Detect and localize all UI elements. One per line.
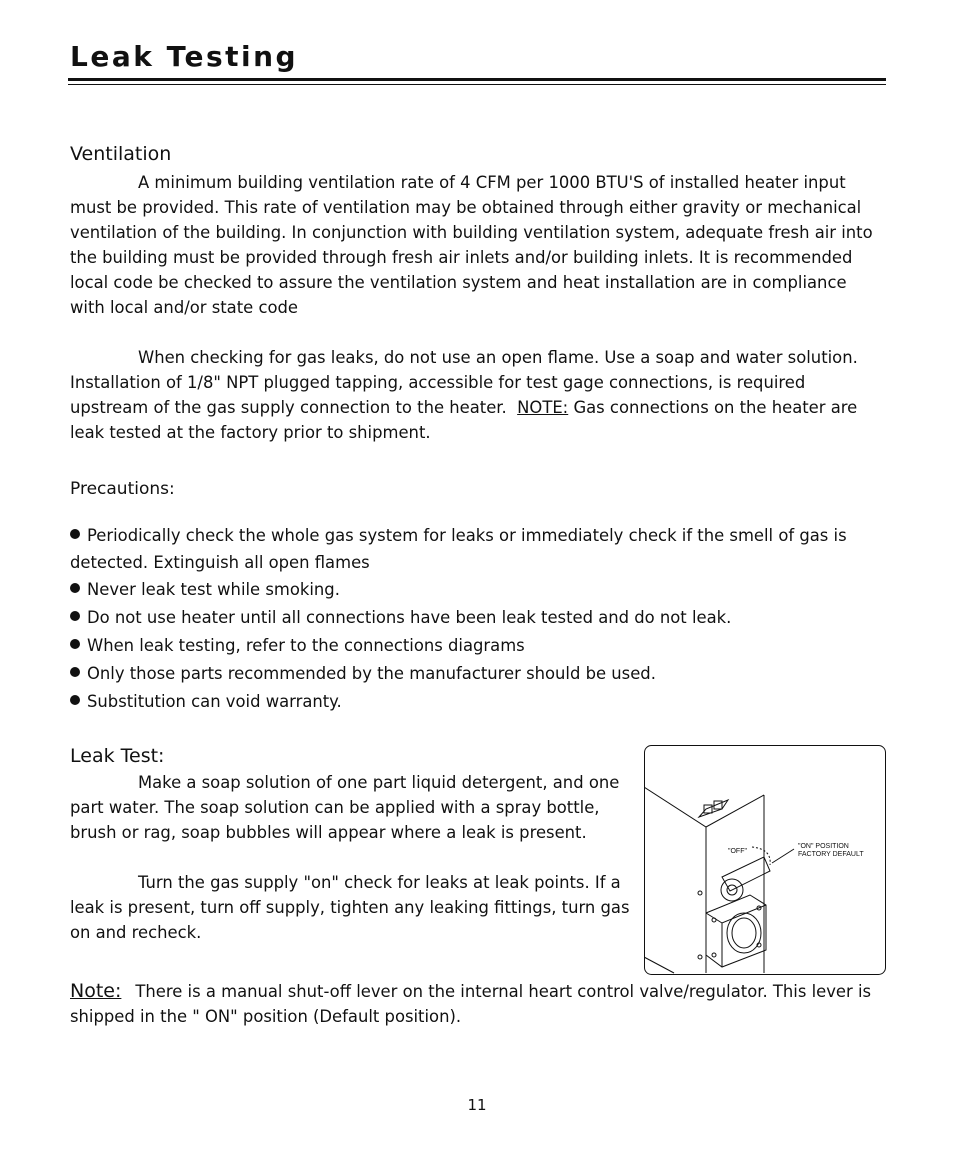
factory-default-label: FACTORY DEFAULT: [798, 851, 864, 858]
leak-test-paragraph-2: Turn the gas supply "on" check for leaks at leak points. If a leak is present, turn off supply, tighten any leaking fittings, turn gas on and recheck.: [70, 873, 630, 942]
title-rule-thick: [68, 78, 886, 81]
precautions-list: [70, 522, 876, 716]
on-position-label: "ON" POSITION: [798, 843, 849, 850]
bullet-icon: [70, 695, 80, 705]
leak-test-heading: Leak Test:: [70, 745, 165, 767]
shutoff-note-text: There is a manual shut-off lever on the internal heart control valve/regulator. This lever is shipped in the " ON" position (Default position).: [70, 982, 872, 1026]
list-item: Only those parts recommended by the manufacturer should be used.: [70, 660, 876, 688]
page-number: 11: [467, 1096, 487, 1114]
bullet-icon: [70, 667, 80, 677]
gas-leak-text: When checking for gas leaks, do not use an open flame. Use a soap and water solution. Installation of 1/8" NPT plugged tapping, accessible for test gage connections, is required upstream of the gas supply connection to the heater.: [70, 348, 858, 417]
ventilation-text: A minimum building ventilation rate of 4 CFM per 1000 BTU'S of installed heater input must be provided. This rate of ventilation may be obtained through either gravity or mechanical ventilation of the building. In conjunction with building ventilation system, adequate fresh air into the building must be provided through fresh air inlets and/or building inlets. It is recommended local code be checked to assure the ventilation system and heat installation are in compliance with local and/or state code: [70, 173, 873, 317]
list-item: When leak testing, refer to the connections diagrams: [70, 632, 876, 660]
bullet-icon: [70, 611, 80, 621]
precautions-heading: Precautions:: [70, 479, 175, 499]
ventilation-paragraph: [70, 170, 876, 320]
list-item: Periodically check the whole gas system for leaks or immediately check if the smell of gas is detected. Extinguish all open flames: [70, 526, 847, 572]
shutoff-note: [70, 979, 876, 1029]
ventilation-heading: Ventilation: [70, 143, 172, 165]
bullet-icon: [70, 639, 80, 649]
title-rule-thin: [68, 84, 886, 85]
off-label: "OFF": [728, 848, 747, 855]
valve-diagram: [644, 745, 886, 975]
shutoff-note-label: Note:: [70, 980, 122, 1002]
list-item: Never leak test while smoking.: [70, 576, 876, 604]
bullet-icon: [70, 583, 80, 593]
page-title: Leak Testing: [70, 40, 299, 73]
list-item: Do not use heater until all connections have been leak tested and do not leak.: [70, 604, 876, 632]
list-item: Substitution can void warranty.: [70, 688, 876, 716]
leak-test-paragraph-1: Make a soap solution of one part liquid detergent, and one part water. The soap solution can be applied with a spray bottle, brush or rag, soap bubbles will appear where a leak is present.: [70, 773, 620, 842]
bullet-icon: [70, 529, 80, 539]
note-label: NOTE:: [517, 398, 569, 417]
note-text: Gas connections on the heater are leak tested at the factory prior to shipment.: [70, 398, 858, 442]
gas-leak-paragraph: [70, 345, 876, 445]
